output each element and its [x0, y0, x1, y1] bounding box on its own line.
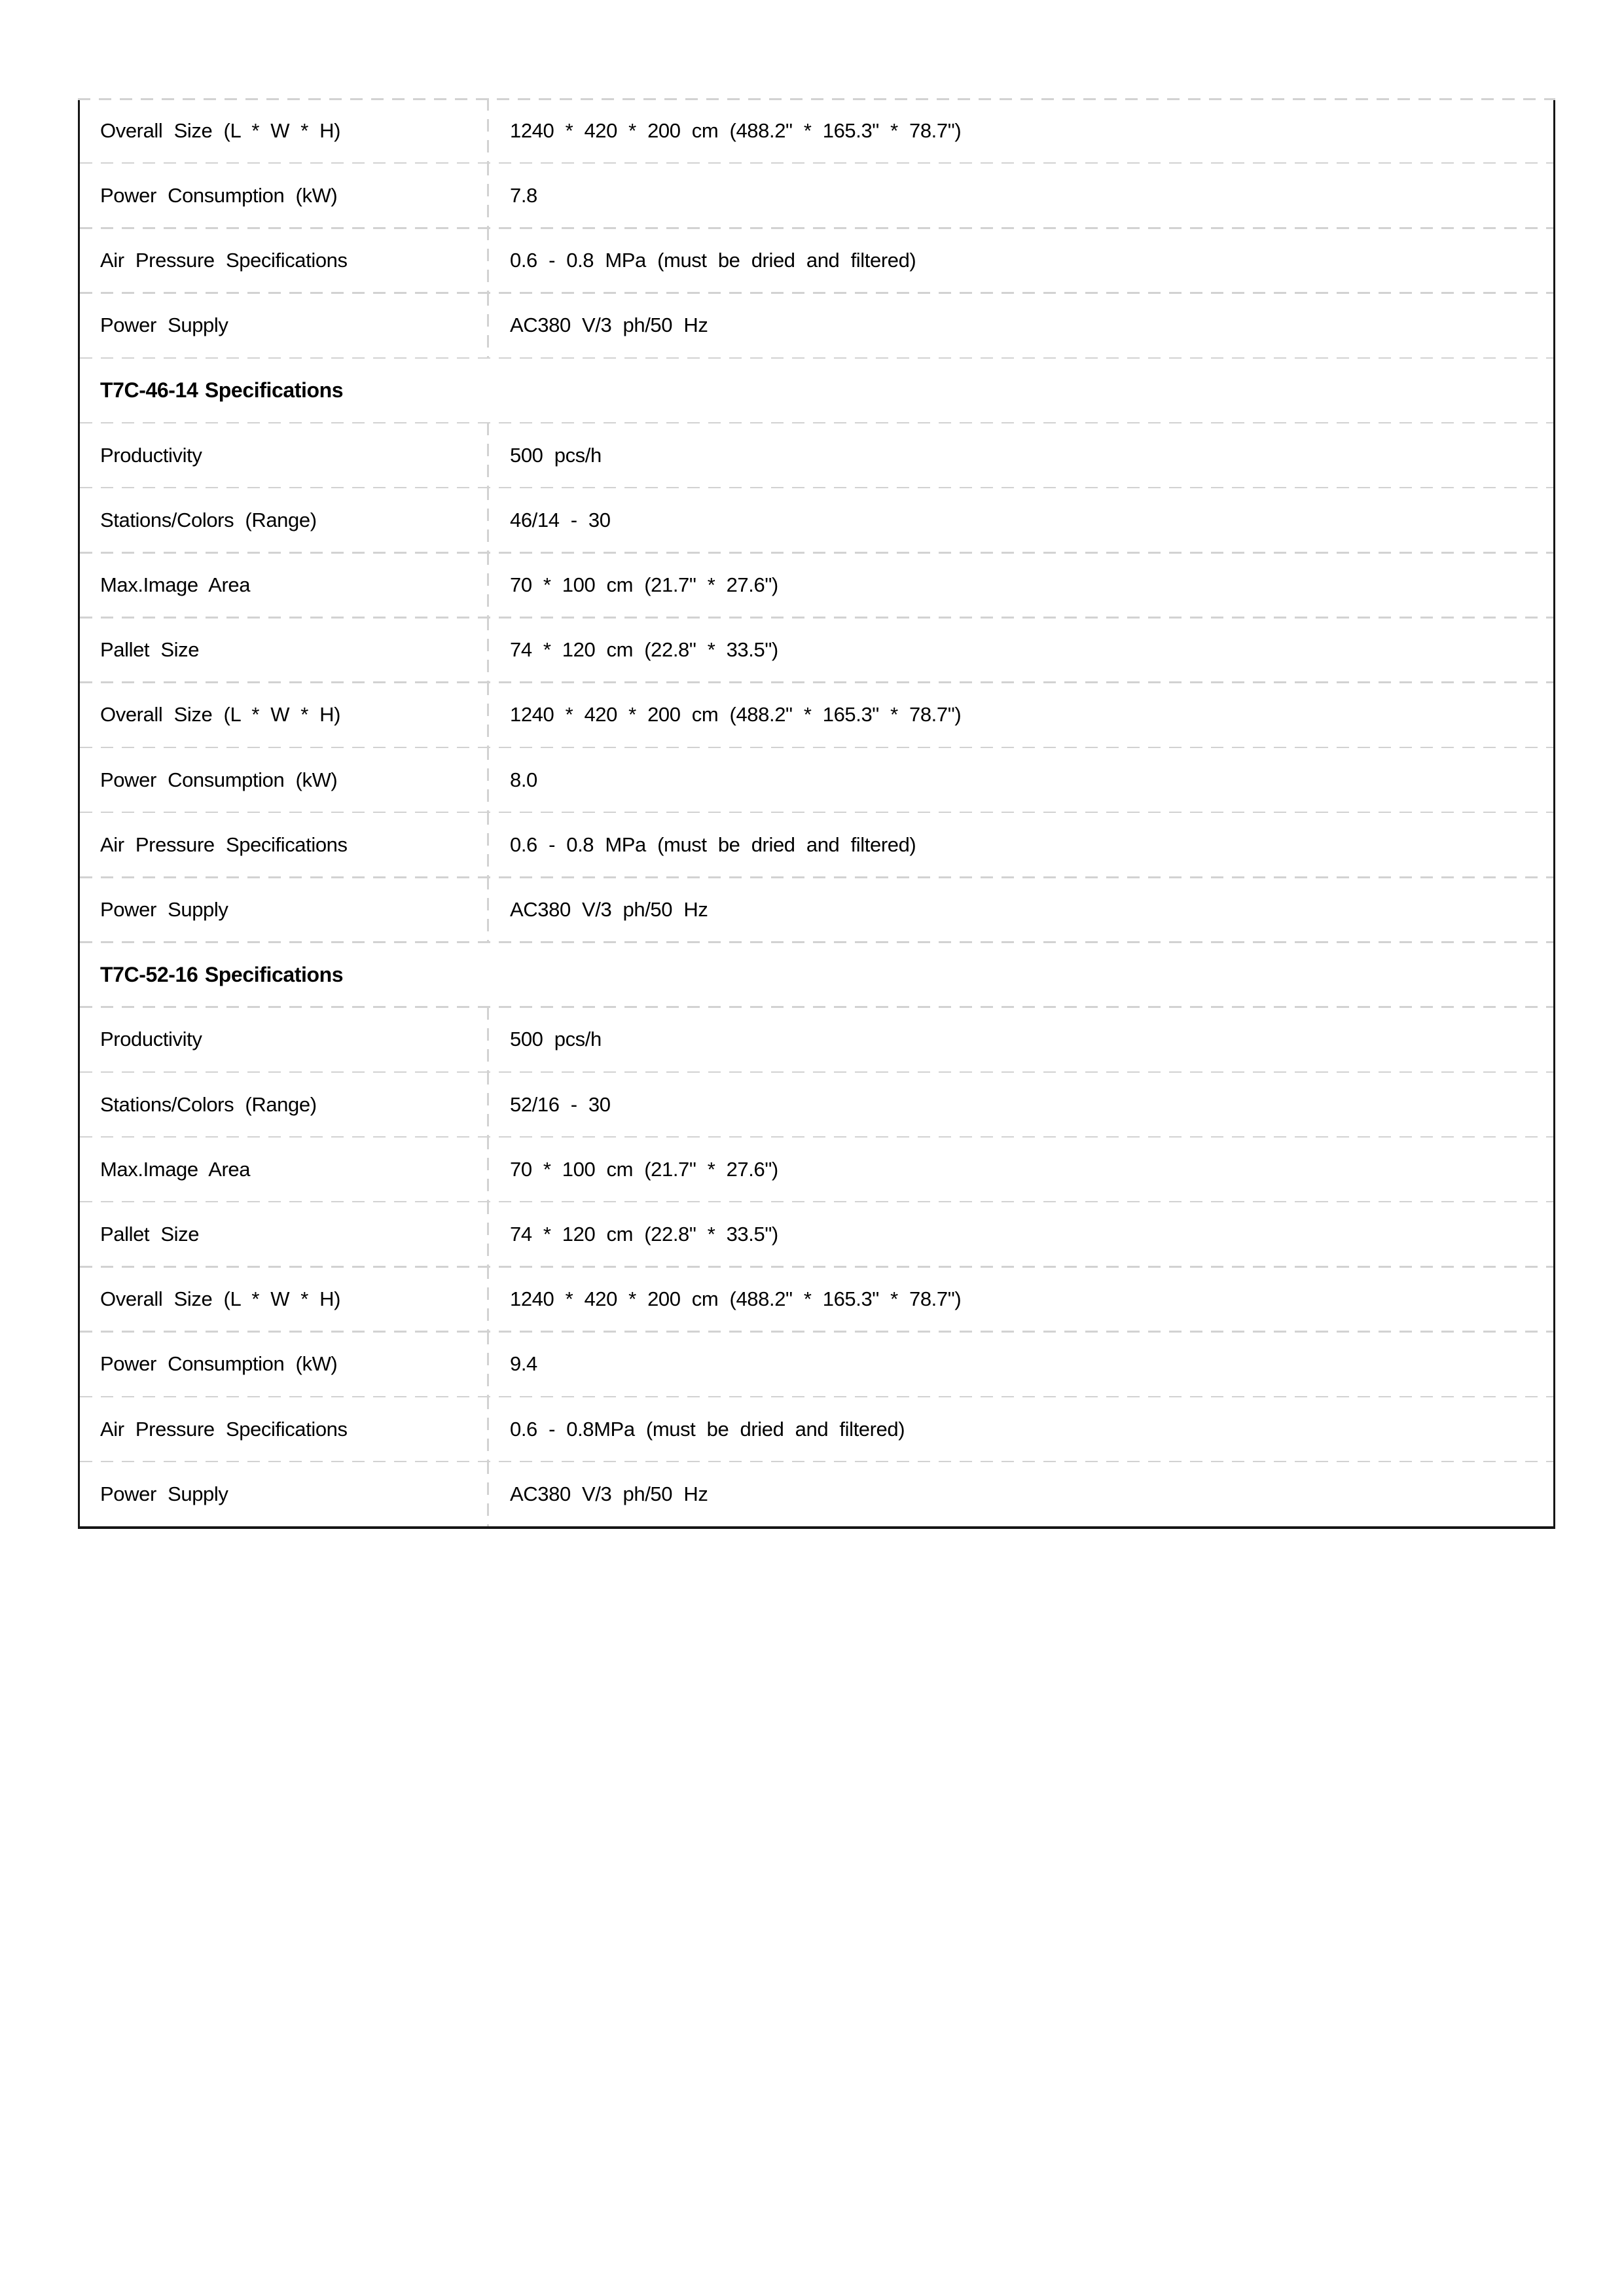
spec-value: AC380 V/3 ph/50 Hz	[488, 1462, 1553, 1526]
spec-label: Power Supply	[100, 314, 228, 337]
spec-row	[80, 1137, 1553, 1202]
spec-label: Power Supply	[100, 1482, 228, 1505]
table-row	[80, 683, 1553, 747]
table-row	[80, 1202, 1553, 1266]
spec-label: Stations/Colors (Range)	[100, 1092, 317, 1116]
specifications-table	[78, 98, 1555, 1529]
spec-label: Air Pressure Specifications	[100, 249, 348, 272]
spec-label: Pallet Size	[100, 1222, 200, 1246]
table-row	[80, 1462, 1553, 1526]
table-row	[80, 552, 1553, 617]
table-row	[80, 942, 1553, 1007]
spec-row	[80, 98, 1553, 163]
spec-label: Pallet Size	[100, 638, 200, 662]
spec-value: 0.6 - 0.8 MPa (must be dried and filtered)	[488, 228, 1553, 293]
table-row	[80, 747, 1553, 812]
table-row	[80, 1397, 1553, 1462]
table-row	[80, 98, 1553, 163]
spec-row	[80, 293, 1553, 358]
spec-row	[80, 877, 1553, 942]
spec-label: Max.Image Area	[100, 1157, 251, 1181]
spec-row	[80, 1007, 1553, 1072]
spec-label: Power Consumption (kW)	[100, 183, 338, 207]
spec-label: Overall Size (L * W * H)	[100, 703, 341, 726]
table-row	[80, 1007, 1553, 1072]
spec-row	[80, 423, 1553, 488]
spec-row	[80, 488, 1553, 552]
spec-label: Max.Image Area	[100, 573, 251, 597]
spec-value: 46/14 - 30	[488, 488, 1553, 552]
table-row	[80, 423, 1553, 488]
spec-value: 70 * 100 cm (21.7" * 27.6")	[488, 1137, 1553, 1202]
table-row	[80, 1072, 1553, 1137]
spec-value: 1240 * 420 * 200 cm (488.2" * 165.3" * 78.7")	[488, 98, 1553, 163]
spec-label: Power Consumption (kW)	[100, 768, 338, 791]
spec-label: Air Pressure Specifications	[100, 1417, 348, 1441]
spec-label: Power Consumption (kW)	[100, 1352, 338, 1376]
spec-value: 0.6 - 0.8 MPa (must be dried and filtered)	[488, 812, 1553, 877]
spec-row	[80, 618, 1553, 683]
spec-value: 500 pcs/h	[488, 423, 1553, 488]
spec-row	[80, 1462, 1553, 1526]
spec-label: Air Pressure Specifications	[100, 833, 348, 856]
table-row	[80, 1332, 1553, 1397]
spec-value: 7.8	[488, 163, 1553, 228]
spec-label: Power Supply	[100, 898, 228, 922]
table-row	[80, 877, 1553, 942]
section-header-row	[80, 942, 1553, 1007]
spec-value: 70 * 100 cm (21.7" * 27.6")	[488, 552, 1553, 617]
spec-value: 74 * 120 cm (22.8" * 33.5")	[488, 618, 1553, 683]
spec-value: 52/16 - 30	[488, 1072, 1553, 1137]
spec-row	[80, 1072, 1553, 1137]
spec-value: AC380 V/3 ph/50 Hz	[488, 877, 1553, 942]
spec-row	[80, 228, 1553, 293]
spec-value: 8.0	[488, 747, 1553, 812]
table-row	[80, 163, 1553, 228]
section-header-row	[80, 358, 1553, 423]
table-row	[80, 488, 1553, 552]
spec-value: 1240 * 420 * 200 cm (488.2" * 165.3" * 78.7")	[488, 683, 1553, 747]
spec-row	[80, 552, 1553, 617]
spec-label: Overall Size (L * W * H)	[100, 118, 341, 142]
spec-value: 9.4	[488, 1332, 1553, 1397]
spec-label: Productivity	[100, 1028, 202, 1051]
spec-row	[80, 812, 1553, 877]
spec-value: AC380 V/3 ph/50 Hz	[488, 293, 1553, 358]
spec-label: Stations/Colors (Range)	[100, 508, 317, 531]
spec-value: 1240 * 420 * 200 cm (488.2" * 165.3" * 78.7")	[488, 1266, 1553, 1331]
spec-row	[80, 1332, 1553, 1397]
spec-value: 500 pcs/h	[488, 1007, 1553, 1072]
table-row	[80, 1266, 1553, 1331]
spec-row	[80, 1202, 1553, 1266]
table-row	[80, 228, 1553, 293]
table-row	[80, 358, 1553, 423]
table-row	[80, 618, 1553, 683]
spec-row	[80, 683, 1553, 747]
section-title: T7C-46-14 Specifications	[100, 378, 344, 402]
table-row	[80, 293, 1553, 358]
table-row	[80, 812, 1553, 877]
spec-label: Overall Size (L * W * H)	[100, 1287, 341, 1311]
spec-label: Productivity	[100, 443, 202, 467]
spec-row	[80, 747, 1553, 812]
spec-row	[80, 1397, 1553, 1462]
spec-row	[80, 163, 1553, 228]
section-title: T7C-52-16 Specifications	[100, 962, 344, 986]
table-row	[80, 1137, 1553, 1202]
spec-value: 0.6 - 0.8MPa (must be dried and filtered)	[488, 1397, 1553, 1462]
spec-value: 74 * 120 cm (22.8" * 33.5")	[488, 1202, 1553, 1266]
spec-row	[80, 1266, 1553, 1331]
